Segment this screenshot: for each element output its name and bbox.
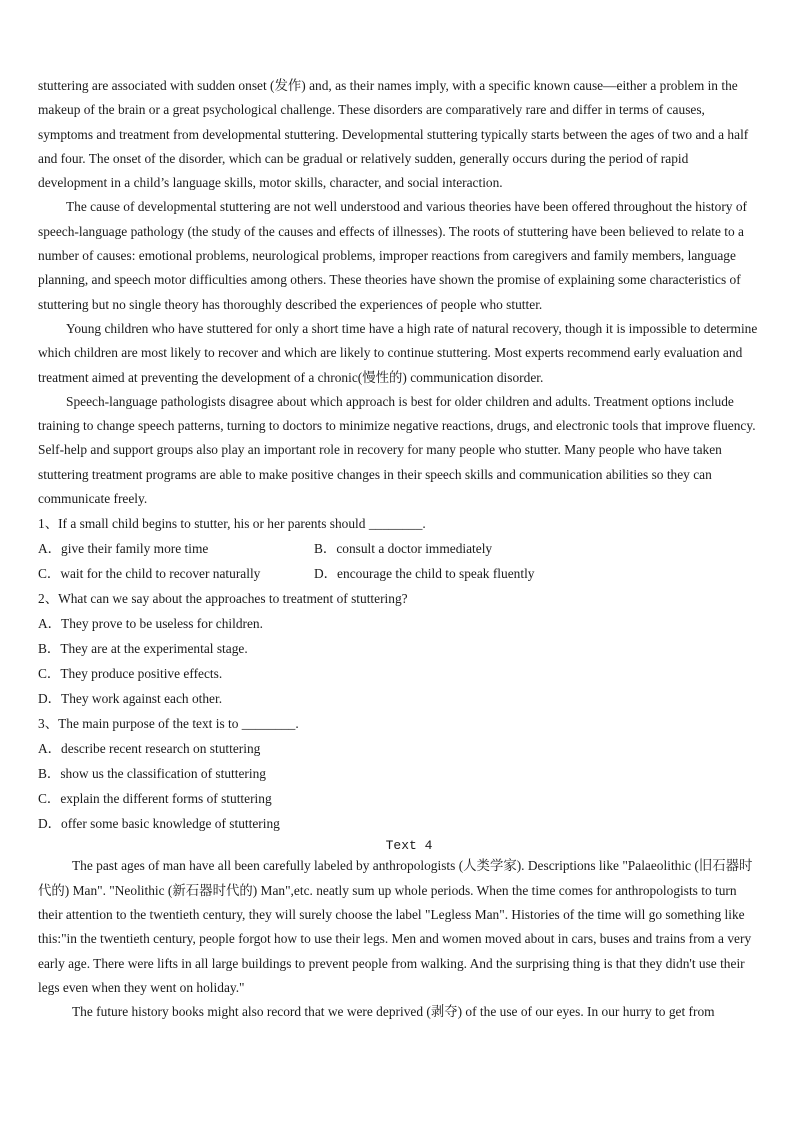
option-c: C．wait for the child to recover naturally	[38, 566, 261, 582]
option-b: B．consult a doctor immediately	[314, 541, 493, 557]
passage3-paragraph-2: The cause of developmental stuttering are not well understood and various theories have been offered throughout the history of speech-language pathology (the study of the causes and effects of illnesses). The roots of stuttering have been believed to relate to a number of causes: emotional problems, neurological problems, improper reactions from caregivers and family members, language planning, and speech motor difficulties among others. These theories have shown the promise of explaining some characteristics of stuttering but no single theory has thoroughly described the experiences of people who stutter.	[38, 199, 747, 312]
passage3-paragraph-3: Young children who have stuttered for only a short time have a high rate of natural recovery, though it is impossible to determine which children are most likely to recover and which are likely to continue stuttering. Most experts recommend early evaluation and treatment aimed at preventing the development of a chronic(慢性的) communication disorder.	[38, 320, 758, 385]
option-b: B．They are at the experimental stage.	[38, 641, 248, 657]
option-c: C．explain the different forms of stuttering	[38, 791, 272, 807]
question-2	[38, 586, 758, 711]
question-stem: 3、The main purpose of the text is to ________.	[38, 716, 299, 732]
question-3	[38, 711, 758, 836]
passage3-paragraph-4: Speech-language pathologists disagree about which approach is best for older children and adults. Treatment options include training to change speech patterns, turning to doctors to minimize negative reactions, drugs, and electronic tools that improve fluency. Self-help and support groups also play an important role in recovery for many people who stutter. Many people who have taken stuttering treatment programs are able to make positive changes in their speech skills and communication abilities so they can communicate freely.	[38, 393, 756, 507]
option-b: B．show us the classification of stuttering	[38, 766, 266, 782]
option-d: D．offer some basic knowledge of stuttering	[38, 816, 280, 832]
document-page	[38, 74, 758, 1024]
option-c: C．They produce positive effects.	[38, 666, 223, 682]
passage3-paragraph-1: stuttering are associated with sudden onset (发作) and, as their names imply, with a specific known cause—either a problem in the makeup of the brain or a great psychological challenge. These disorders are comparatively rare and differ in terms of causes, symptoms and treatment from developmental stuttering. Developmental stuttering typically starts between the ages of two and a half and four. The onset of the disorder, which can be gradual or relatively sudden, generally occurs during the period of rapid development in a child’s language skills, motor skills, character, and social interaction.	[38, 78, 749, 191]
option-a: A．describe recent research on stuttering	[38, 741, 261, 757]
question-stem: 1、If a small child begins to stutter, his or her parents should ________.	[38, 516, 426, 532]
question-stem: 2、What can we say about the approaches to treatment of stuttering?	[38, 591, 408, 607]
option-a: A．They prove to be useless for children.	[38, 616, 263, 632]
option-a: A．give their family more time	[38, 541, 209, 557]
option-d: D．encourage the child to speak fluently	[314, 566, 535, 582]
option-d: D．They work against each other.	[38, 691, 223, 707]
passage4-paragraph-2: The future history books might also record that we were deprived (剥夺) of the use of our eyes. In our hurry to get from	[72, 1004, 715, 1020]
question-1	[38, 511, 758, 586]
passage4-paragraph-1: The past ages of man have all been carefully labeled by anthropologists (人类学家). Descriptions like "Palaeolithic (旧石器时代的) Man". "Neolithic (新石器时代的) Man",etc. neatly sum up whole periods. When the time comes for anthropologists to turn their attention to the twentieth century, they will surely choose the label "Legless Man". Histories of the time will go something like this:"in the twentieth century, people forgot how to use their legs. Men and women moved about in cars, buses and trains from a very early age. There were lifts in all large buildings to prevent people from walking. And the surprising thing is that they didn't use their legs even when they went on holiday."	[38, 858, 753, 995]
section-heading: Text 4	[385, 838, 433, 854]
